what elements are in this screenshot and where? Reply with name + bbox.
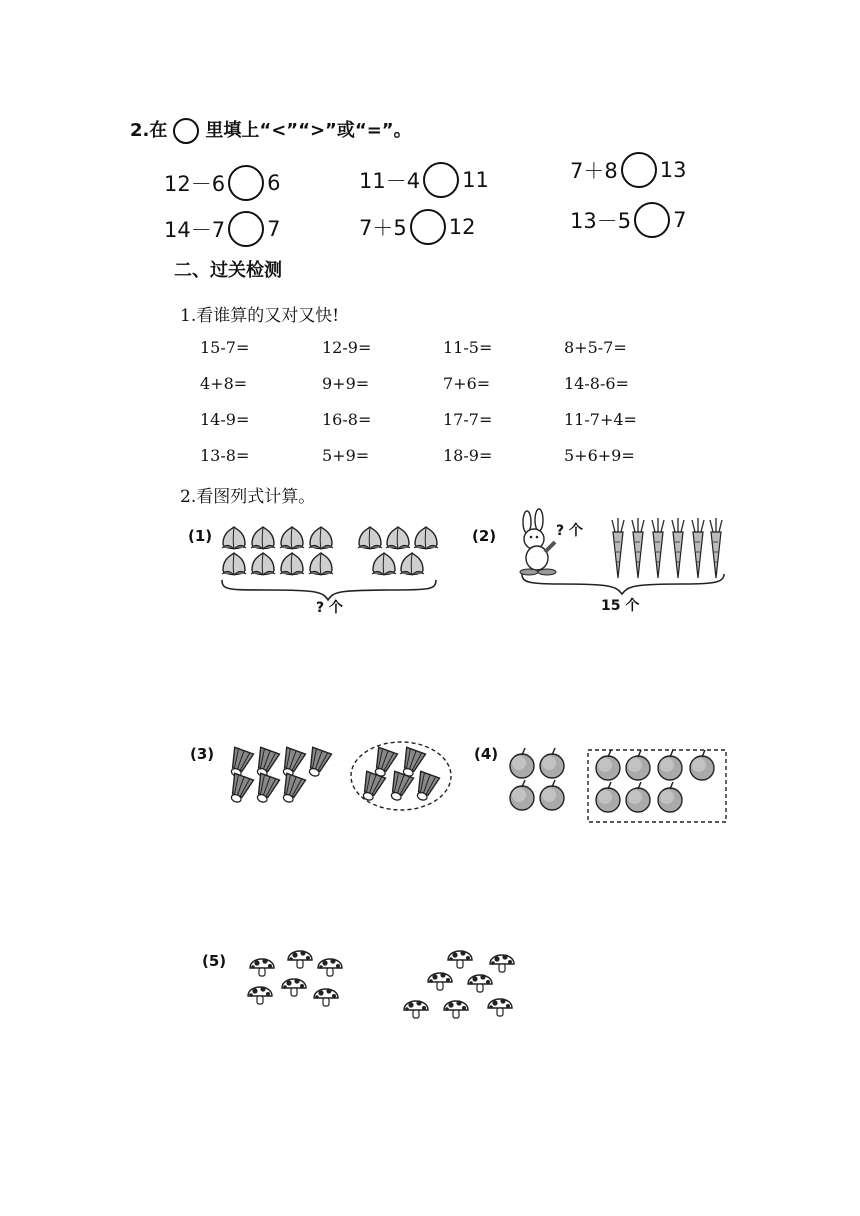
- exercise: 17-7=: [443, 410, 493, 429]
- exercise: 18-9=: [443, 446, 493, 465]
- exercise: 5+6+9=: [564, 446, 635, 465]
- compare-item: 7＋8 13: [570, 152, 686, 188]
- compare-item: 13－5 7: [570, 202, 686, 238]
- picture-label: (2): [472, 527, 497, 545]
- picture-label: (1): [188, 527, 213, 545]
- compare-item: 11－4 11: [359, 162, 489, 198]
- carrot-icon: [612, 518, 722, 578]
- compare-item: 14－7 7: [164, 211, 280, 247]
- answer-circle[interactable]: [621, 152, 657, 188]
- exercise: 9+9=: [322, 374, 370, 393]
- brace-label: ? 个: [316, 600, 343, 616]
- exercise: 4+8=: [200, 374, 248, 393]
- mental-math-title: 1.看谁算的又对又快!: [180, 306, 340, 326]
- exercise: 14-9=: [200, 410, 250, 429]
- exercise: 8+5-7=: [564, 338, 627, 357]
- exercise: 5+9=: [322, 446, 370, 465]
- apple-picture: [504, 744, 730, 828]
- compare-item: 7＋5 12: [359, 209, 475, 245]
- exercise: 7+6=: [443, 374, 491, 393]
- exercise: 15-7=: [200, 338, 250, 357]
- picture-label: (4): [474, 745, 499, 763]
- answer-circle[interactable]: [423, 162, 459, 198]
- section-title: 二、过关检测: [174, 260, 282, 281]
- answer-circle[interactable]: [228, 211, 264, 247]
- compare-item: 12－6 6: [164, 165, 280, 201]
- circle-icon: [173, 118, 199, 144]
- compare-question-title: 2.在 里填上“<”“>”或“=”。: [130, 116, 412, 144]
- carrot-picture: [606, 514, 726, 580]
- exercise: 14-8-6=: [564, 374, 629, 393]
- question-label: ? 个: [556, 523, 583, 539]
- picture-label: (5): [202, 952, 227, 970]
- shuttlecock-icon: [226, 747, 440, 805]
- exercise: 11-5=: [443, 338, 493, 357]
- mushroom-icon: [248, 950, 514, 1018]
- exercise: 11-7+4=: [564, 410, 637, 429]
- peach-icon: [222, 527, 438, 575]
- exercise: 16-8=: [322, 410, 372, 429]
- answer-circle[interactable]: [634, 202, 670, 238]
- answer-circle[interactable]: [410, 209, 446, 245]
- exercise: 12-9=: [322, 338, 372, 357]
- shuttlecock-picture: [218, 742, 458, 832]
- brace-label: 15 个: [601, 598, 640, 614]
- exercise: 13-8=: [200, 446, 250, 465]
- answer-circle[interactable]: [228, 165, 264, 201]
- picture-problems-title: 2.看图列式计算。: [180, 487, 316, 507]
- apple-icon: [510, 748, 714, 812]
- mushroom-picture: [240, 944, 530, 1024]
- picture-label: (3): [190, 745, 215, 763]
